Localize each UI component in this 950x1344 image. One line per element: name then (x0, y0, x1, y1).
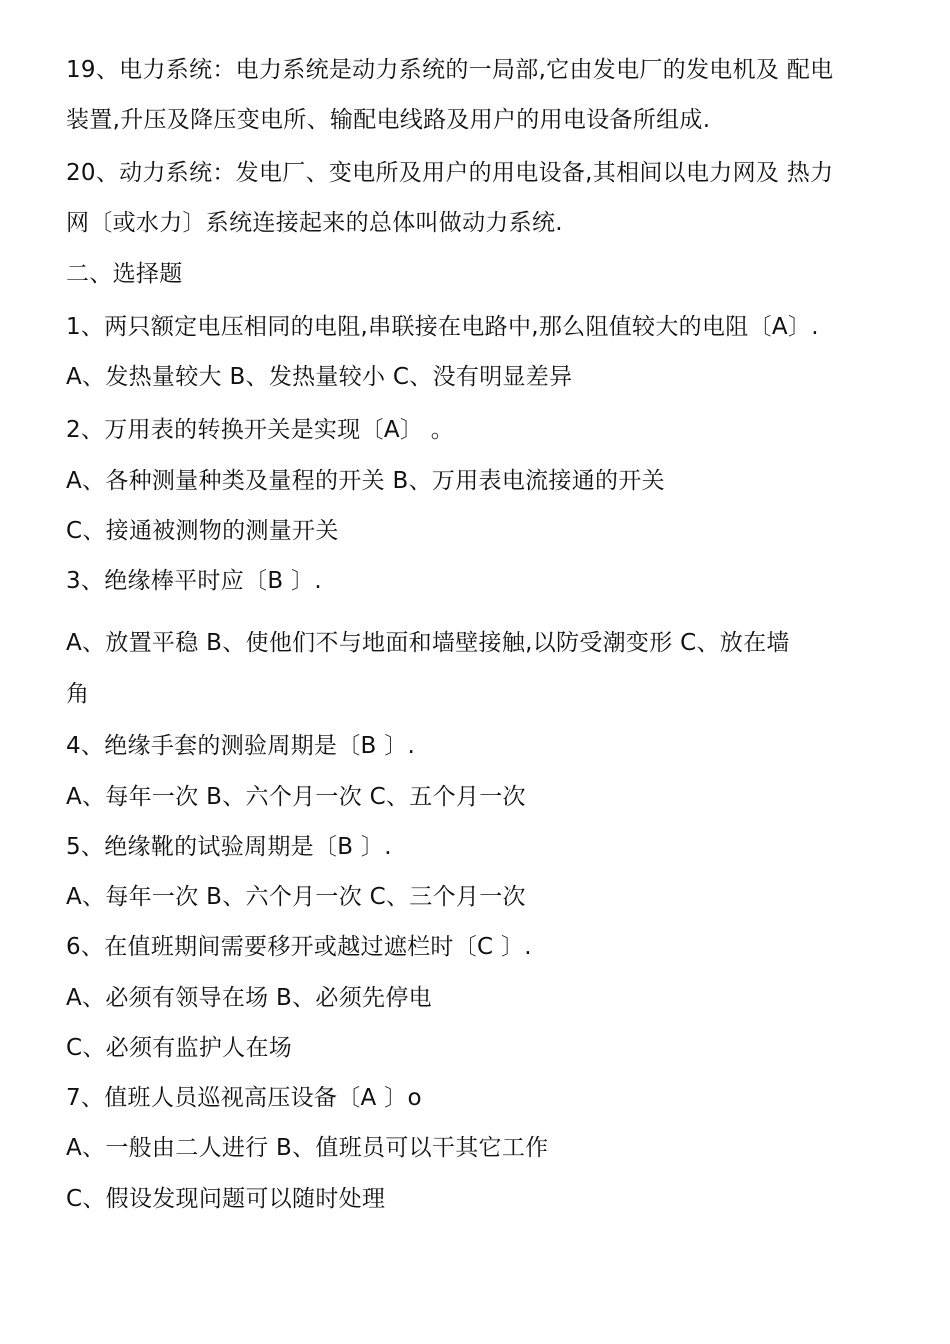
question-6: 6、在值班期间需要移开或越过遮栏时〔C 〕. (66, 934, 532, 960)
question-7: 7、值班人员巡视高压设备〔A 〕o (66, 1085, 422, 1111)
question-2-options-line1: A、各种测量种类及量程的开关 B、万用表电流接通的开关 (66, 468, 665, 494)
question-3-options-line2: 角 (66, 681, 90, 707)
question-5: 5、绝缘靴的试验周期是〔B 〕. (66, 834, 392, 860)
question-5-options: A、每年一次 B、六个月一次 C、三个月一次 (66, 884, 526, 910)
question-4: 4、绝缘手套的测验周期是〔B 〕. (66, 733, 416, 759)
section-heading: 二、选择题 (66, 261, 183, 287)
question-3: 3、绝缘棒平时应〔B 〕. (66, 568, 322, 594)
text-line-q19-part1: 19、电力系统：电力系统是动力系统的一局部,它由发电厂的发电机及 配电 (66, 57, 834, 83)
text-line-q19-part2: 装置,升压及降压变电所、输配电线路及用户的用电设备所组成. (66, 107, 711, 133)
question-3-options-line1: A、放置平稳 B、使他们不与地面和墙壁接触,以防受潮变形 C、放在墙 (66, 630, 790, 656)
question-6-options-line2: C、必须有监护人在场 (66, 1035, 293, 1061)
question-7-options-line2: C、假设发现问题可以随时处理 (66, 1186, 386, 1212)
question-4-options: A、每年一次 B、六个月一次 C、五个月一次 (66, 784, 526, 810)
text-line-q20-part1: 20、动力系统：发电厂、变电所及用户的用电设备,其相间以电力网及 热力 (66, 160, 834, 186)
question-1-options: A、发热量较大 B、发热量较小 C、没有明显差异 (66, 364, 573, 390)
text-line-q20-part2: 网〔或水力〕系统连接起来的总体叫做动力系统. (66, 210, 563, 236)
question-2: 2、万用表的转换开关是实现〔A〕 。 (66, 417, 455, 443)
question-2-options-line2: C、接通被测物的测量开关 (66, 518, 339, 544)
question-1: 1、两只额定电压相同的电阻,串联接在电路中,那么阻值较大的电阻〔A〕. (66, 314, 819, 340)
question-7-options-line1: A、一般由二人进行 B、值班员可以干其它工作 (66, 1135, 549, 1161)
question-6-options-line1: A、必须有领导在场 B、必须先停电 (66, 985, 432, 1011)
